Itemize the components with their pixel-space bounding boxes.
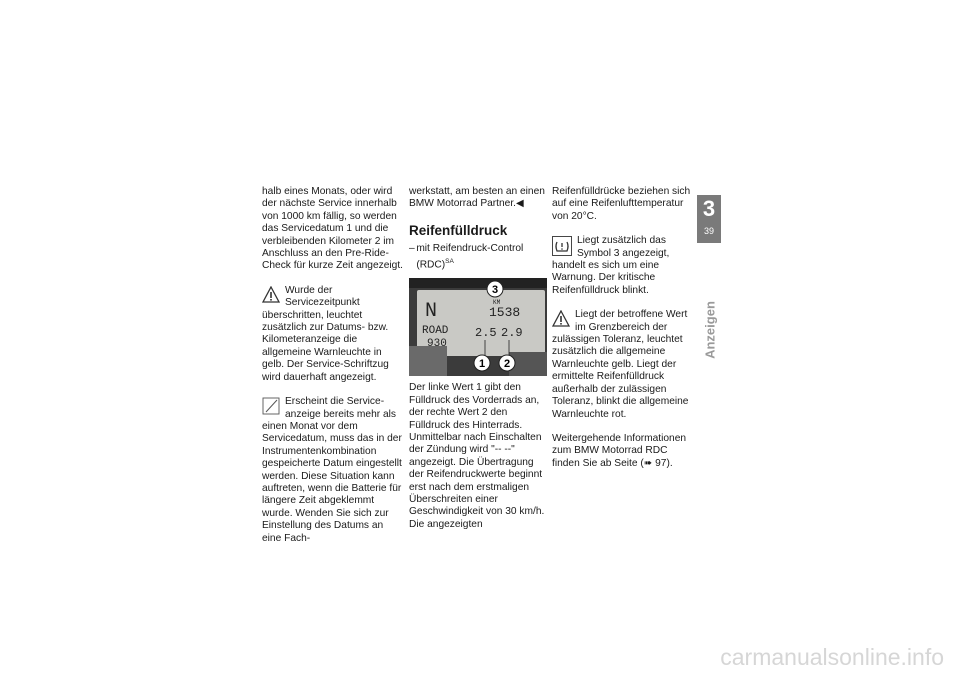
- svg-text:1: 1: [478, 358, 486, 371]
- info-note: [262, 396, 404, 545]
- paragraph: werkstatt, am besten an einen BMW Motorrad Partner.◀: [409, 186, 545, 210]
- gear-indicator: N: [425, 300, 438, 324]
- callout-2: [499, 355, 515, 371]
- note-text: Liegt der betroffene Wert im Grenzbereich der zulässigen Toleranz, leuchtet zusätzlich die allgemeine Warnleuchte gelb. Liegt der ermittelte Reifenfülldruck außerhalb der zulässigen Toleranz, blinkt die allgemeine Warnleuchte rot.: [552, 309, 689, 420]
- callout-1: [474, 355, 490, 371]
- text-column-3: [552, 186, 692, 470]
- equipment-bullet: – mit Reifendruck-Control (RDC)$^{SA}$: [409, 243, 524, 271]
- section-label: Anzeigen: [702, 301, 718, 359]
- note-pencil-icon: [262, 397, 280, 415]
- odometer-readout: 1538: [489, 305, 521, 321]
- watermark: carmanualsonline.info: [720, 644, 944, 670]
- chapter-number: 3: [702, 196, 716, 221]
- note-text: Wurde der Servicezeitpunkt überschritten, leuchtet zusätzlich zur Datums- bzw. Kilometeranzeige die allgemeine Warnleuchte in gelb. Der Service-Schriftzug wird dauerhaft angezeigt.: [262, 284, 389, 383]
- bullet-sup: SA: [445, 257, 454, 265]
- warning-triangle-icon: [552, 310, 570, 328]
- warning-note: [552, 309, 692, 421]
- note-text: Liegt zusätzlich das Symbol 3 angezeigt, handelt es sich um eine Warnung. Der kritische Reifenfülldruck blinkt.: [552, 235, 670, 296]
- svg-text:3: 3: [491, 284, 499, 297]
- paragraph: Reifenfülldrücke beziehen sich auf eine Reifenlufttemperatur von 20°C.: [552, 186, 691, 222]
- text-column-2: [409, 186, 551, 531]
- instrument-cluster-photo: [409, 278, 547, 376]
- callout-3: [487, 281, 503, 297]
- warning-triangle-icon: [262, 286, 280, 304]
- note-text: Erscheint die Service-anzeige bereits mehr als einen Monat vor dem Servicedatum, muss das in der Instrumentenkombination gespeicherte Datum eingestellt werden. Diese Situation kann auftreten, wenn die Batterie für längere Zeit abgeklemmt wurde. Wenden Sie sich zur Einstellung des Datums an eine Fach-: [262, 396, 402, 544]
- section-heading: Reifenfülldruck: [409, 222, 508, 238]
- tire-warning-note: [552, 235, 692, 297]
- paragraph: halb eines Monats, oder wird der nächste Service innerhalb von 1000 km fällig, so werden das Servicedatum 1 und die verbleibenden Kilometer 2 im Anschluss an den Pre-Ride-Check für kurze Zeit angezeigt.: [262, 186, 403, 272]
- tire-pressure-icon: [552, 236, 572, 256]
- display-illustration: [409, 278, 547, 376]
- bullet-text: mit Reifendruck-Control (RDC): [416, 243, 524, 271]
- chapter-tab: [697, 195, 721, 243]
- paragraph: Der linke Wert 1 gibt den Fülldruck des Vorderrads an, der rechte Wert 2 den Fülldruck des Hinterrads. Unmittelbar nach Einschalten der Zündung wird "-- --" angezeigt. Die Übertragung der Reifendruckwerte beginnt erst nach dem erstmaligen Überschreiten einer Geschwindigkeit von 30 km/h. Die angezeigten: [409, 382, 545, 530]
- paragraph: Weitergehende Informationen zum BMW Motorrad RDC finden Sie ab Seite (➠ 97).: [552, 432, 687, 469]
- rdc-rear-value: 2.9: [501, 326, 523, 341]
- unit-label: KM: [493, 299, 501, 307]
- mode-indicator: ROAD: [422, 325, 449, 338]
- value-readout: 930: [427, 338, 447, 351]
- svg-text:2: 2: [503, 358, 511, 371]
- text-column-1: [262, 186, 404, 545]
- page-number: 39: [703, 226, 714, 236]
- rdc-front-value: 2.5: [475, 326, 497, 341]
- warning-note: [262, 285, 404, 384]
